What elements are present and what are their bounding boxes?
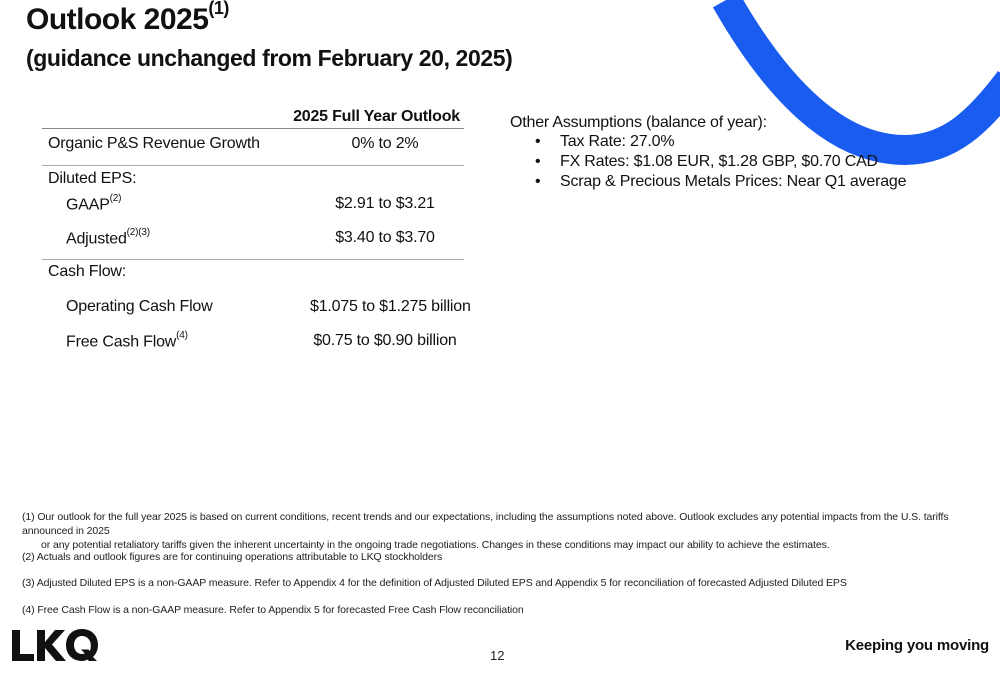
row-value-free-cash-flow: $0.75 to $0.90 billion [313,332,457,349]
page-subtitle: (guidance unchanged from February 20, 2025) [26,45,513,71]
page-title-text: Outlook 2025 [26,3,209,36]
row-label-adjusted [66,229,150,248]
page-title [26,2,229,37]
gaap-footnote-ref: (2) [109,193,122,204]
row-value-operating-cash-flow: $1.075 to $1.275 billion [310,298,471,315]
row-label-operating-cash-flow: Operating Cash Flow [66,298,213,315]
lkq-logo [12,628,98,662]
row-label-free-cash-flow [66,332,188,351]
table-header [42,107,464,129]
adjusted-label-text: Adjusted [66,230,127,248]
row-label-gaap [66,195,121,214]
row-value-adjusted: $3.40 to $3.70 [335,229,435,246]
footnote-2: (2) Actuals and outlook figures are for continuing operations attributable to LKQ stockholders [22,551,443,563]
assumptions-heading: Other Assumptions (balance of year): [510,114,767,131]
footnote-1-line-1: (1) Our outlook for the full year 2025 is based on current conditions, recent trends and our expectations, including the assumptions noted above. Outlook excludes any potential impacts from the U.S. tariffs announced in 2025 [22,511,949,537]
assumptions-list [510,132,906,192]
list-item: • Tax Rate: 27.0% [510,132,906,152]
list-item: • FX Rates: $1.08 EUR, $1.28 GBP, $0.70 CAD [510,152,906,172]
footnote-3: (3) Adjusted Diluted EPS is a non-GAAP measure. Refer to Appendix 4 for the definition of Adjusted Diluted EPS and Appendix 5 for reconciliation of forecasted Adjusted Diluted EPS [22,577,847,589]
row-value-gaap: $2.91 to $3.21 [335,195,435,212]
row-value-organic-growth: 0% to 2% [351,135,419,152]
page-number: 12 [490,648,505,663]
list-item: • Scrap & Precious Metals Prices: Near Q1 average [510,172,906,192]
column-header-outlook: 2025 Full Year Outlook [293,108,460,125]
footnote-4: (4) Free Cash Flow is a non-GAAP measure. Refer to Appendix 5 for forecasted Free Cash Flow reconciliation [22,604,524,616]
free-cash-flow-footnote-ref: (4) [176,330,188,341]
gaap-label-text: GAAP [66,196,110,214]
company-tagline: Keeping you moving [845,637,989,654]
adjusted-footnote-ref: (2)(3) [126,227,150,238]
other-assumptions [510,114,906,192]
row-label-cash-flow: Cash Flow: [48,263,127,280]
footnote-1 [22,510,988,552]
table-divider [42,165,464,166]
footnote-1-line-2: or any potential retaliatory tariffs given the inherent uncertainty in the ongoing trade negotiations. Changes in these conditions may impact our ability to achieve the estimates. [41,539,830,551]
row-label-organic-growth: Organic P&S Revenue Growth [48,135,260,152]
table-divider [42,259,464,260]
title-footnote-ref: (1) [208,0,229,18]
free-cash-flow-label-text: Free Cash Flow [66,333,177,351]
row-label-diluted-eps: Diluted EPS: [48,170,137,187]
